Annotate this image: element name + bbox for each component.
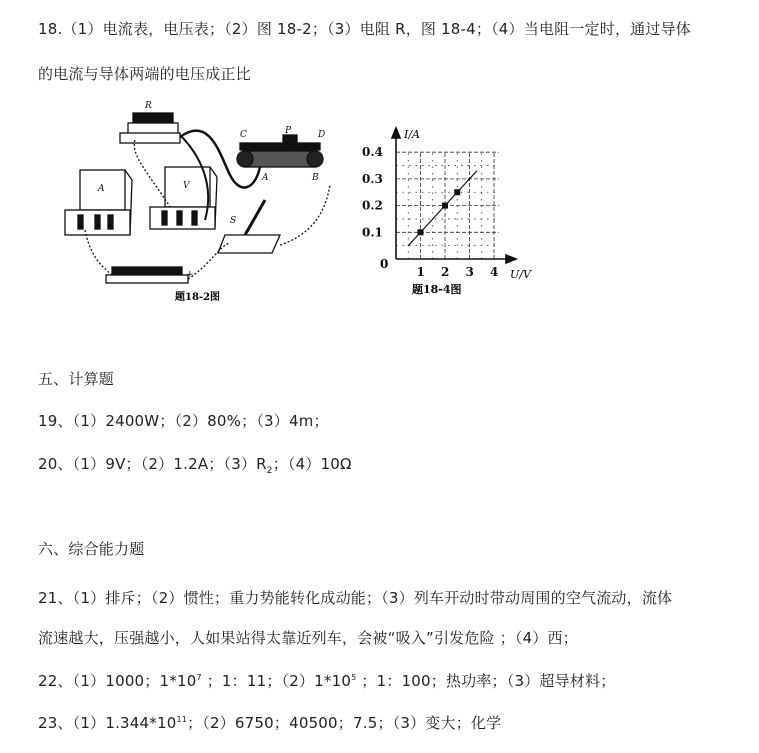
x-tick-label: 3 (465, 265, 474, 279)
q20-subscript: 2 (266, 466, 273, 476)
label-P: P (285, 126, 292, 136)
voltmeter-label: V (183, 181, 190, 191)
chart-caption: 题18-4图 (412, 283, 462, 296)
q22-part3: ；1：100；热功率；（3）超导材料； (356, 672, 616, 690)
q18-line2: 的电流与导体两端的电压成正比 (38, 65, 251, 83)
data-point (454, 189, 460, 195)
data-point (418, 229, 424, 235)
y-axis-arrow (392, 128, 400, 138)
q20-part2: ；（4）10Ω (272, 455, 352, 473)
x-axis-label: U/V (510, 268, 531, 281)
q20 (38, 453, 352, 476)
q23-sup: 11 (176, 715, 188, 724)
y-tick-label: 0.4 (362, 145, 383, 160)
q22-part2: ；1：11；（2）1*10 (201, 672, 352, 690)
y-tick-label: 0.2 (362, 198, 383, 213)
q21-line1: 21、（1）排斥；（2）惯性；重力势能转化成动能；（3）列车开动时带动周围的空气流动，流体 (38, 589, 673, 607)
q23-part1: 23、（1）1.344*10 (38, 714, 177, 732)
x-tick-label: 1 (416, 265, 425, 279)
figure-18-2-caption: 题18-2图 (175, 292, 221, 303)
circuit-figure (40, 95, 340, 310)
q23-part2: ；（2）6750；40500；7.5；（3）变大；化学 (187, 714, 502, 732)
x-tick-label: 2 (441, 265, 450, 279)
y-tick-label: 0.1 (362, 225, 383, 240)
ammeter-label: A (98, 184, 105, 194)
q22 (38, 670, 615, 691)
plus-label: + (186, 270, 194, 280)
q18-line1: 18.（1）电流表，电压表；（2）图 18-2；（3）电阻 R，图 18-4；（4）当电阻一定时，通过导体 (38, 20, 691, 38)
y-axis-label: I/A (404, 128, 420, 141)
q19: 19、（1）2400W；（2）80%；（3）4m； (38, 412, 329, 430)
q22-sup1: 7 (196, 673, 202, 682)
data-point (442, 203, 448, 209)
label-C: C (240, 130, 247, 140)
chart-18-4 (360, 110, 540, 300)
q20-part1: 20、（1）9V；（2）1.2A；（3）R (38, 455, 267, 473)
label-D: D (318, 130, 326, 140)
label-A: A (262, 173, 269, 183)
label-B: B (312, 173, 319, 183)
x-axis-arrow (506, 255, 516, 263)
x-tick-label: 4 (490, 265, 499, 279)
section6-title: 六、综合能力题 (38, 540, 145, 558)
label-R: R (145, 101, 152, 111)
q22-part1: 22、（1）1000；1*10 (38, 672, 197, 690)
rheostat (240, 143, 320, 150)
origin-label: 0 (380, 257, 389, 271)
q22-sup2: 5 (351, 673, 357, 682)
section5-title: 五、计算题 (38, 370, 115, 388)
q23 (38, 712, 501, 733)
label-S: S (230, 216, 237, 226)
q21-line2: 流速越大，压强越小，人如果站得太靠近列车，会被“吸入”引发危险 ；（4）西； (38, 629, 578, 647)
y-tick-label: 0.3 (362, 171, 383, 186)
